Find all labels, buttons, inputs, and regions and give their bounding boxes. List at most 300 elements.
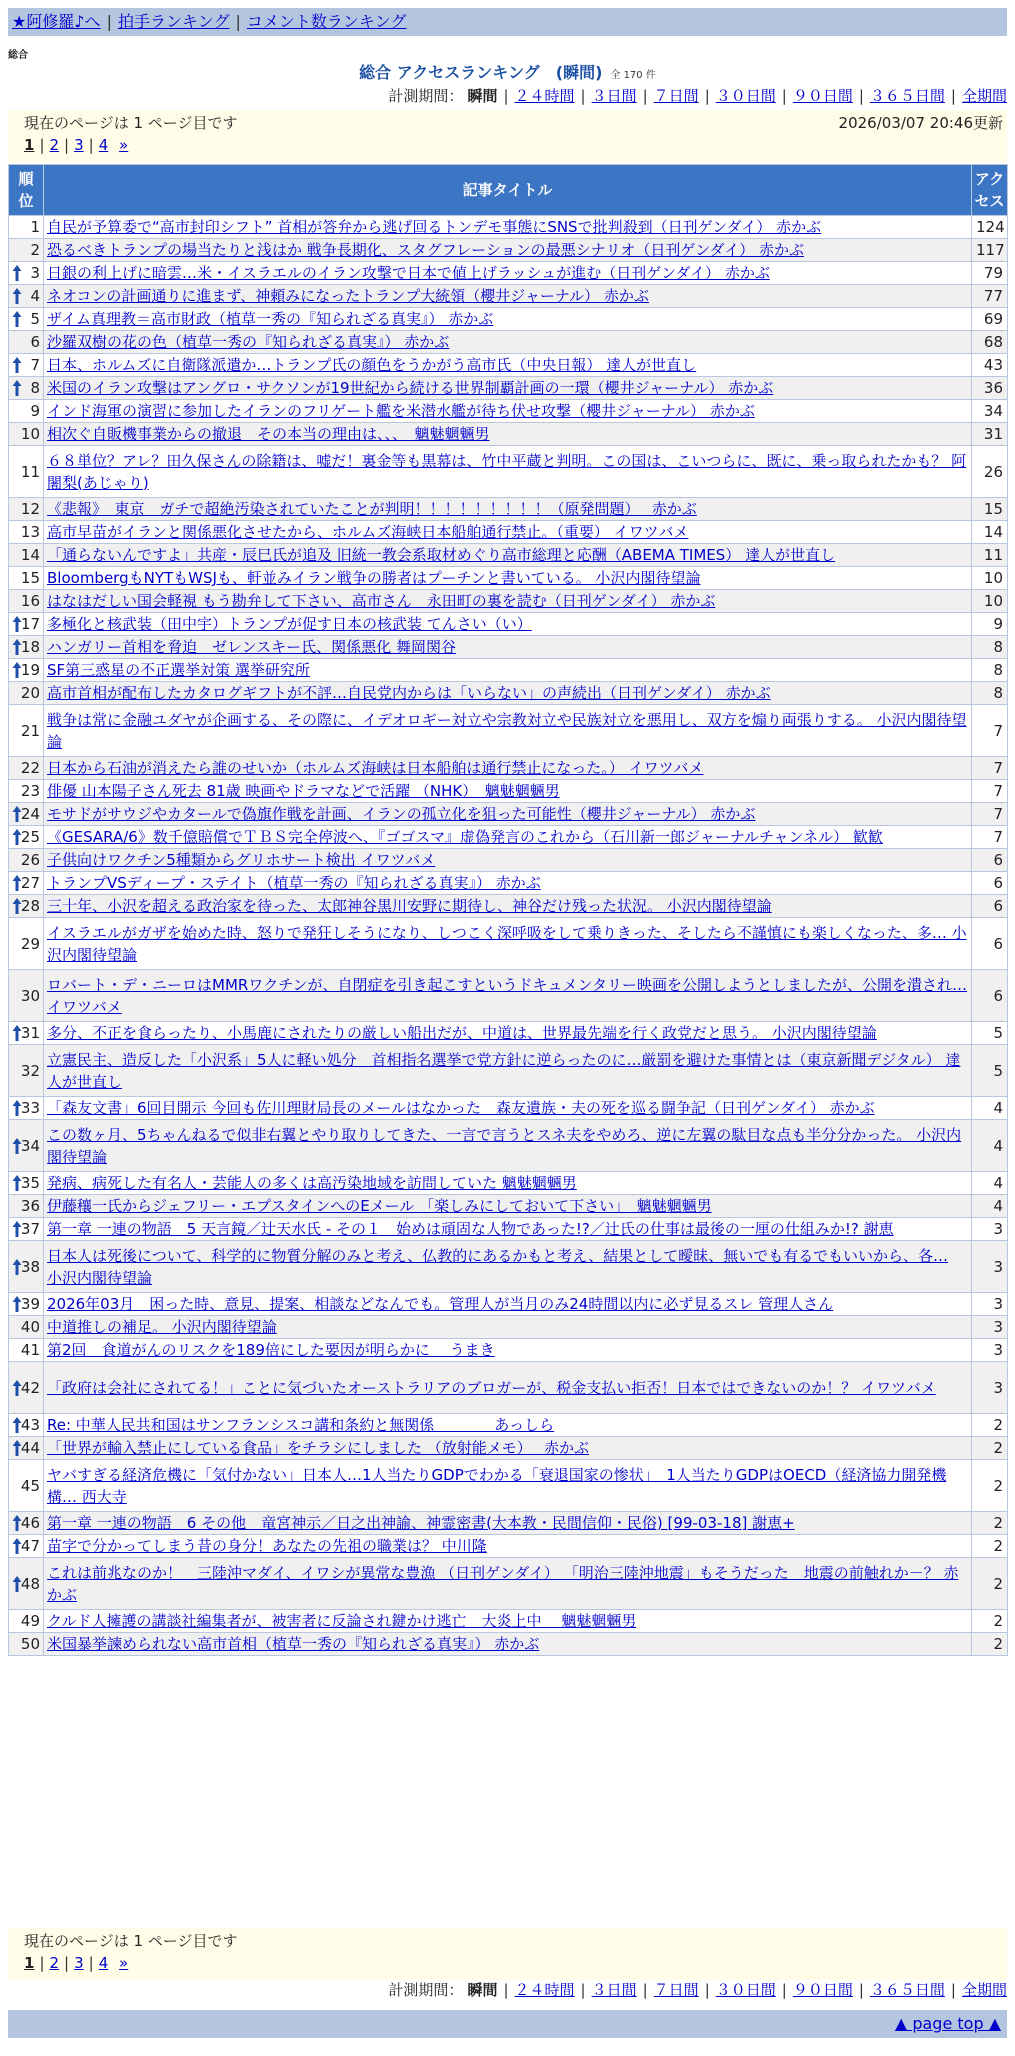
rank-cell [9,1045,44,1097]
period-separator: | [858,87,864,105]
access-count: 9 [972,613,1008,636]
table-row [9,216,1008,239]
period-option[interactable]: ３６５日間 [869,87,945,105]
rank-number: 39 [20,1295,40,1313]
rank-cell [9,872,44,895]
table-row [9,757,1008,780]
article-link[interactable]: 「森友文書」6回目開示 今回も佐川理財局長のメールはなかった 森友遺族・夫の死を巡る闘争記（日刊ゲンダイ） 赤かぶ [47,1099,875,1117]
title-cell [44,1362,972,1414]
access-count: 7 [972,705,1008,757]
access-count: 124 [972,216,1008,239]
page-current: 1 [24,1954,35,1972]
article-link[interactable]: 苗字で分かってしまう昔の身分！あなたの先祖の職業は？ 中川隆 [47,1537,487,1555]
table-row [9,970,1008,1022]
table-row [9,1339,1008,1362]
article-link[interactable]: はなはだしい国会軽視 もう勘弁して下さい、高市さん 永田町の裏を読む（日刊ゲンダイ） 赤かぶ [47,592,716,610]
title-cell [44,970,972,1022]
article-link[interactable]: 第一章 一連の物語 5 天言鏡／辻天水氏 - その１ 始めは頑固な人物であった!?／辻氏の仕事は最後の一厘の仕組みか!? 謝恵 [47,1220,894,1238]
table-row [9,400,1008,423]
article-link[interactable]: ハンガリー首相を脅迫 ゼレンスキー氏、関係悪化 舞岡関谷 [47,638,456,656]
rank-cell [9,659,44,682]
title-cell [44,803,972,826]
period-option[interactable]: ７日間 [653,87,699,105]
title-cell [44,1316,972,1339]
article-link[interactable]: 日本人は死後について、科学的に物質分解のみと考え、仏教的にあるかもと考え、結果として曖昧、無いでも有るでもいいから、各… 小沢内閣待望論 [47,1246,949,1287]
rank-cell [9,895,44,918]
table-row [9,1362,1008,1414]
access-count: 69 [972,308,1008,331]
title-cell [44,918,972,970]
page-link[interactable]: 2 [49,1954,60,1972]
page-separator: | [88,136,94,154]
up-arrow-icon [12,661,22,679]
access-count: 7 [972,780,1008,803]
article-link[interactable]: 子供向けワクチン5種類からグリホサート検出 イワツバメ [47,851,436,869]
access-count: 11 [972,544,1008,567]
article-link[interactable]: 立憲民主、造反した「小沢系」5人に軽い処分 首相指名選挙で党方針に逆らったのに…厳罰を避けた事情とは（東京新聞デジタル） 達人が世直し [47,1050,961,1091]
article-link[interactable]: これは前兆なのか！ 三陸沖マダイ、イワシが異常な豊漁 （日刊ゲンダイ） 「明治三陸沖地震」もそうだった 地震の前触れか－？ 赤かぶ [47,1563,959,1604]
article-link[interactable]: 「通らないんですよ」共産・辰巳氏が追及 旧統一教会系取材めぐり高市総理と応酬（ABEMA TIMES） 達人が世直し [47,546,836,564]
rank-cell [9,262,44,285]
page-link[interactable]: 2 [49,136,60,154]
up-arrow-icon [12,1099,22,1117]
period-current: 瞬間 [467,87,498,105]
rank-cell [9,1437,44,1460]
table-row [9,1512,1008,1535]
table-row [9,613,1008,636]
rank-cell [9,544,44,567]
up-arrow-icon [12,1416,22,1434]
table-row [9,705,1008,757]
page-info [8,110,1007,162]
rank-number: 23 [20,782,40,800]
article-link[interactable]: 三十年、小沢を超える政治家を待った、太郎神谷黒川安野に期待し、神谷だけ残った状況。 小沢内閣待望論 [47,897,772,915]
period-separator: | [642,1981,648,1999]
up-arrow-icon [12,356,22,374]
access-count: 6 [972,918,1008,970]
table-row [9,780,1008,803]
access-count: 8 [972,682,1008,705]
article-link[interactable]: 《GESARA/6》数千億賠償でＴＢＳ完全停波へ、『ゴゴスマ』虚偽発言のこれから（石川新一郎ジャーナルチャンネル） 歓歓 [47,828,883,846]
article-link[interactable]: クルド人擁護の講談社編集者が、被害者に反論され鍵かけ逃亡 大炎上中 魑魅魍魎男 [47,1612,637,1630]
access-count: 4 [972,1172,1008,1195]
access-count: 2 [972,1414,1008,1437]
count-header: アクセス [972,165,1008,216]
period-separator: | [950,1981,956,1999]
title-cell [44,895,972,918]
title-cell [44,1610,972,1633]
article-link[interactable]: 自民が予算委で“高市封印シフト” 首相が答弁から逃げ回るトンデモ事態にSNSで批判殺到（日刊ゲンダイ） 赤かぶ [47,218,822,236]
rank-cell [9,636,44,659]
title-cell [44,1512,972,1535]
article-link[interactable]: 「政府は会社にされてる！」ことに気づいたオーストラリアのブロガーが、税金支払い拒否！日本ではできないのか！？ イワツバメ [47,1378,936,1397]
rank-cell [9,1414,44,1437]
title-cell [44,1241,972,1293]
rank-cell [9,1558,44,1610]
article-link[interactable]: BloombergもNYTもWSJも、軒並みイラン戦争の勝者はプーチンと書いている。 小沢内閣待望論 [47,569,701,587]
article-link[interactable]: 俳優 山本陽子さん死去 81歳 映画やドラマなどで活躍 （NHK） 魑魅魍魎男 [47,782,560,800]
rank-number: 12 [20,500,40,518]
access-count: 2 [972,1535,1008,1558]
rank-cell [9,377,44,400]
title-cell [44,1293,972,1316]
table-row [9,1218,1008,1241]
rank-cell [9,1293,44,1316]
access-count: 10 [972,567,1008,590]
article-link[interactable]: この数ヶ月、5ちゃんねるで似非右翼とやり取りしてきた、一言で言うとスネ夫をやめろ、逆に左翼の駄目な点も半分分かった。 小沢内閣待望論 [47,1125,962,1166]
title-cell [44,590,972,613]
title-cell [44,1633,972,1656]
period-option[interactable]: ２４時間 [514,87,575,105]
article-link[interactable]: 米国暴挙諫められない高市首相（植草一秀の『知られざる真実』） 赤かぶ [47,1635,540,1653]
rank-number: 44 [20,1439,40,1457]
period-separator: | [858,1981,864,1999]
article-link[interactable]: 沙羅双樹の花の色（植草一秀の『知られざる真実』） 赤かぶ [47,333,450,351]
rank-cell [9,780,44,803]
table-row [9,331,1008,354]
table-row [9,285,1008,308]
access-count: 3 [972,1316,1008,1339]
rank-number: 19 [20,661,40,679]
pagination [24,1952,991,1974]
rank-number: 32 [20,1061,40,1080]
rank-number: 17 [20,615,40,633]
access-count: 36 [972,377,1008,400]
title-cell [44,613,972,636]
article-link[interactable]: 第一章 一連の物語 6 その他 竜宮神示／日之出神諭、神霊密書(大本教・民間信仰・民俗) [99-03-18] 謝恵+ [47,1514,795,1532]
article-link[interactable]: モサドがサウジやカタールで偽旗作戦を計画、イランの孤立化を狙った可能性（櫻井ジャーナル） 赤かぶ [47,805,756,823]
next-page-link[interactable]: » [119,1954,129,1972]
title-cell [44,521,972,544]
article-link[interactable]: イスラエルがガザを始めた時、怒りで発狂しそうになり、しつこく深呼吸をして乗りきった、そしたら不謹慎にも楽しくなった、多… 小沢内閣待望論 [47,923,967,964]
title-cell [44,872,972,895]
up-arrow-icon [12,1379,22,1397]
article-link[interactable]: 戦争は常に金融ユダヤが企画する、その際に、イデオロギー対立や宗教対立や民族対立を悪用し、双方を煽り両張りする。 小沢内閣待望論 [47,710,967,751]
period-option[interactable]: ２４時間 [514,1981,575,1999]
rank-cell [9,1362,44,1414]
period-separator: | [704,87,710,105]
table-row [9,377,1008,400]
article-link[interactable]: トランプVSディープ・ステイト（植草一秀の『知られざる真実』） 赤かぶ [47,874,541,892]
rank-cell [9,682,44,705]
up-arrow-icon [12,897,22,915]
rank-number: 49 [20,1612,40,1630]
period-separator: | [503,87,509,105]
page-link[interactable]: 3 [74,136,84,154]
title-cell [44,1339,972,1362]
rank-number: 47 [20,1537,40,1555]
period-separator: | [704,1981,710,1999]
rank-cell [9,354,44,377]
rank-cell [9,970,44,1022]
table-row [9,1610,1008,1633]
up-arrow-icon [12,1258,22,1276]
access-count: 2 [972,1437,1008,1460]
rank-number: 2 [30,241,40,259]
up-arrow-icon [12,1174,22,1192]
rank-number: 50 [20,1635,40,1653]
table-row [9,1045,1008,1097]
page-separator: | [39,136,45,154]
rank-number: 43 [20,1416,40,1434]
table-row [9,446,1008,498]
article-link[interactable]: 多極化と核武装（田中宇）トランプが促す日本の核武装 てんさい（い） [47,615,532,633]
rank-cell [9,1316,44,1339]
access-count: 6 [972,895,1008,918]
rank-cell [9,239,44,262]
up-arrow-icon [12,379,22,397]
article-link[interactable]: ロバート・デ・ニーロはMMRワクチンが、自閉症を引き起こすというドキュメンタリー映画を公開しようとしましたが、公開を潰され… イワツバメ [47,975,967,1016]
rank-cell [9,1120,44,1172]
rank-cell [9,590,44,613]
rank-number: 28 [20,897,40,915]
article-link[interactable]: 相次ぐ自販機事業からの撤退 その本当の理由は、、、 魑魅魍魎男 [47,425,490,443]
rank-number: 37 [20,1220,40,1238]
access-count: 15 [972,498,1008,521]
table-row [9,872,1008,895]
article-link[interactable]: ネオコンの計画通りに進まず、神頼みになったトランプ大統領（櫻井ジャーナル） 赤かぶ [47,287,649,305]
article-link[interactable]: 日本から石油が消えたら誰のせいか（ホルムズ海峡は日本船舶は通行禁止になった。） イワツバメ [47,759,704,777]
page-current: 1 [24,136,35,154]
title-cell [44,1558,972,1610]
period-option[interactable]: ９０日間 [792,87,853,105]
article-link[interactable]: インド海軍の演習に参加したイランのフリゲート艦を米潜水艦が待ち伏せ攻撃（櫻井ジャーナル） 赤かぶ [47,402,755,420]
period-option[interactable]: 全期間 [961,1981,1007,1999]
rank-number: 11 [20,462,40,481]
title-cell [44,216,972,239]
title-cell [44,446,972,498]
table-row [9,1414,1008,1437]
section-label: 総合 [8,50,28,61]
title-cell [44,400,972,423]
rank-number: 27 [20,874,40,892]
period-option[interactable]: 全期間 [961,87,1007,105]
table-row [9,544,1008,567]
table-row [9,918,1008,970]
period-label: 計測期間： [388,87,464,105]
period-option[interactable]: ３６５日間 [869,1981,945,1999]
access-count: 10 [972,590,1008,613]
rank-cell [9,1339,44,1362]
rank-cell [9,613,44,636]
article-link[interactable]: 日本、ホルムズに自衛隊派遣か…トランプ氏の顔色をうかがう高市氏（中央日報） 達人が世直し [47,356,697,374]
access-count: 2 [972,1460,1008,1512]
rank-number: 26 [20,851,40,869]
rank-cell [9,285,44,308]
rank-number: 10 [20,425,40,443]
access-count: 14 [972,521,1008,544]
table-row [9,1316,1008,1339]
rank-cell [9,1535,44,1558]
article-link[interactable]: Re: 中華人民共和国はサンフランシスコ講和条約と無関係 あっしら [47,1416,555,1434]
access-count: 68 [972,331,1008,354]
up-arrow-icon [12,1137,22,1155]
access-count: 79 [972,262,1008,285]
up-arrow-icon [12,1514,22,1532]
title-cell [44,682,972,705]
rank-cell [9,216,44,239]
article-link[interactable]: ヤバすぎる経済危機に「気付かない」日本人…1人当たりGDPでわかる「衰退国家の惨状」 1人当たりGDPはOECD（経済協力開発機構… 西大寺 [47,1465,947,1506]
table-row [9,1293,1008,1316]
article-link[interactable]: 《悲報》 東京 ガチで超絶汚染されていたことが判明！！！！！！！！！（原発問題） 赤かぶ [47,500,697,518]
title-cell [44,659,972,682]
article-link[interactable]: ６８単位？アレ？田久保さんの除籍は、嘘だ！裏金等も黒幕は、竹中平蔵と判明。この国は、こいつらに、既に、乗っ取られたかも？ 阿闍梨(あじゃり) [47,451,967,492]
title-cell [44,849,972,872]
up-arrow-icon [12,1575,22,1593]
article-link[interactable]: 伊藤穰一氏からジェフリー・エプスタインへのEメール 「楽しみにしておいて下さい」 魑魅魍魎男 [47,1197,712,1215]
rank-number: 42 [20,1378,40,1397]
title-cell [44,1460,972,1512]
rank-number: 7 [30,356,40,374]
period-option[interactable]: ３日間 [591,1981,637,1999]
rank-number: 13 [20,523,40,541]
rank-cell [9,1022,44,1045]
access-count: 8 [972,659,1008,682]
period-option[interactable]: ９０日間 [792,1981,853,1999]
table-row [9,1535,1008,1558]
table-row [9,423,1008,446]
access-count: 4 [972,1195,1008,1218]
period-options [497,1981,1007,1999]
access-count: 77 [972,285,1008,308]
rank-number: 16 [20,592,40,610]
next-page-link[interactable]: » [119,136,129,154]
table-row [9,1097,1008,1120]
table-row [9,521,1008,544]
nav-separator: | [235,12,241,31]
rank-number: 36 [20,1197,40,1215]
article-link[interactable]: 高市首相が配布したカタログギフトが不評…自民党内からは「いらない」の声続出（日刊ゲンダイ） 赤かぶ [47,684,771,702]
rank-number: 40 [20,1318,40,1336]
rank-cell [9,705,44,757]
access-count: 3 [972,1218,1008,1241]
rank-number: 3 [30,264,40,282]
rank-number: 46 [20,1514,40,1532]
access-count: 4 [972,1120,1008,1172]
up-arrow-icon [12,615,22,633]
nav-separator: | [106,12,112,31]
access-count: 2 [972,1610,1008,1633]
rank-number: 1 [30,218,40,236]
article-link[interactable]: 中道推しの補足。 小沢内閣待望論 [47,1318,277,1336]
period-separator: | [580,87,586,105]
rank-number: 29 [20,934,40,953]
up-arrow-icon [12,1024,22,1042]
rank-number: 38 [20,1257,40,1276]
home-link[interactable]: ★阿修羅♪へ [12,12,101,31]
article-link[interactable]: ザイム真理教＝高市財政（植草一秀の『知られざる真実』） 赤かぶ [47,310,494,328]
article-link[interactable]: 発病、病死した有名人・芸能人の多くは高汚染地域を訪問していた 魑魅魍魎男 [47,1174,577,1192]
title-cell [44,262,972,285]
page-separator: | [64,1954,70,1972]
rank-cell [9,498,44,521]
up-arrow-icon [12,1220,22,1238]
table-row [9,354,1008,377]
access-count: 7 [972,826,1008,849]
period-option[interactable]: ７日間 [653,1981,699,1999]
period-selector-bottom [247,1980,1007,2000]
page-title-text: 総合 アクセスランキング (瞬間) [359,63,603,82]
page-title [0,62,1015,87]
rank-cell [9,849,44,872]
table-row [9,1241,1008,1293]
title-cell [44,285,972,308]
article-link[interactable]: 日銀の利上げに暗雲…米・イスラエルのイラン攻撃で日本で値上げラッシュが進む（日刊ゲンダイ） 赤かぶ [47,264,770,282]
page-link[interactable]: 4 [98,1954,109,1972]
article-link[interactable]: 「世界が輸入禁止にしている食品」をチラシにしました （放射能メモ） 赤かぶ [47,1439,590,1457]
access-count: 7 [972,803,1008,826]
period-option[interactable]: ３日間 [591,87,637,105]
page-link[interactable]: 4 [98,136,109,154]
comment-ranking-link[interactable]: コメント数ランキング [246,12,407,31]
title-cell [44,354,972,377]
rank-number: 25 [20,828,40,846]
rank-number: 4 [30,287,40,305]
access-count: 3 [972,1241,1008,1293]
title-cell [44,567,972,590]
rank-number: 48 [20,1574,40,1593]
article-link[interactable]: 第2回 食道がんのリスクを189倍にした要因が明らかに うまき [47,1341,495,1359]
title-cell [44,757,972,780]
pagination [24,134,991,156]
page-top-link[interactable]: ▲ page top ▲ [894,2014,1001,2033]
access-count: 2 [972,1633,1008,1656]
up-arrow-icon [12,828,22,846]
access-count: 26 [972,446,1008,498]
title-cell [44,636,972,659]
period-separator: | [503,1981,509,1999]
title-cell [44,498,972,521]
rank-number: 14 [20,546,40,564]
article-link[interactable]: 多分、不正を食らったり、小馬鹿にされたりの厳しい船出だが、中道は、世界最先端を行く政党だと思う。 小沢内閣待望論 [47,1024,877,1042]
rank-cell [9,757,44,780]
period-option[interactable]: ３０日間 [715,87,776,105]
access-count: 117 [972,239,1008,262]
table-row [9,849,1008,872]
title-cell [44,1097,972,1120]
title-cell [44,1022,972,1045]
title-cell [44,1195,972,1218]
table-row [9,239,1008,262]
up-arrow-icon [12,805,22,823]
page-separator: | [64,136,70,154]
title-cell [44,1535,972,1558]
applause-ranking-link[interactable]: 拍手ランキング [117,12,230,31]
article-link[interactable]: 2026年03月 困った時、意見、提案、相談などなんでも。管理人が当月のみ24時間以内に必ず見るスレ 管理人さん [47,1295,834,1313]
article-link[interactable]: SF第三惑星の不正選挙対策 選挙研究所 [47,661,310,679]
table-row [9,1437,1008,1460]
period-option[interactable]: ３０日間 [715,1981,776,1999]
table-row [9,1195,1008,1218]
period-options [497,87,1007,105]
rank-cell [9,918,44,970]
page-info-text: 現在のページは 1 ページ目です [24,1932,238,1950]
access-count: 8 [972,636,1008,659]
access-count: 3 [972,1339,1008,1362]
page-link[interactable]: 3 [74,1954,84,1972]
article-link[interactable]: 米国のイラン攻撃はアングロ・サクソンが19世紀から続ける世界制覇計画の一環（櫻井ジャーナル） 赤かぶ [47,379,774,397]
rank-cell [9,331,44,354]
table-row [9,498,1008,521]
access-count: 2 [972,1558,1008,1610]
title-cell [44,1172,972,1195]
title-cell [44,1120,972,1172]
rank-number: 45 [20,1476,40,1495]
article-link[interactable]: 恐るべきトランプの場当たりと浅はか 戦争長期化、スタグフレーションの最悪シナリオ（日刊ゲンダイ） 赤かぶ [47,241,804,259]
access-count: 6 [972,970,1008,1022]
up-arrow-icon [12,1439,22,1457]
article-link[interactable]: 高市早苗がイランと関係悪化させたから、ホルムズ海峡日本船舶通行禁止。（重要） イワツバメ [47,523,689,541]
